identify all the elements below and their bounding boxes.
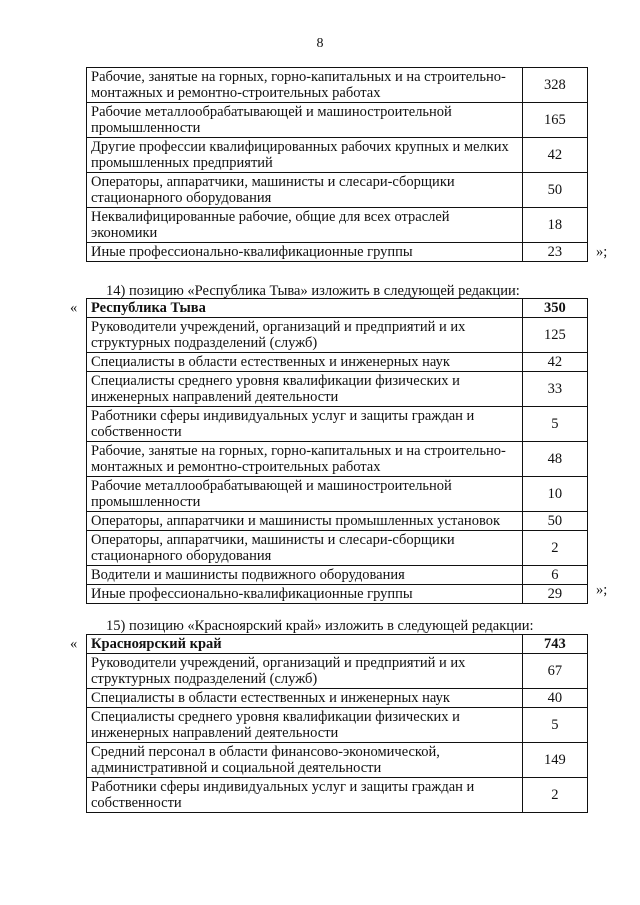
row-value: 10	[522, 477, 587, 512]
row-name: Иные профессионально-квалификационные группы	[87, 243, 523, 262]
row-value: 29	[522, 585, 587, 604]
section-15-intro: 15) позицию «Красноярский край» изложить в следующей редакции:	[106, 618, 534, 634]
opening-quote: «	[70, 636, 78, 652]
table-row	[87, 138, 588, 173]
table-row	[87, 243, 588, 262]
table-krasnoyarsk-krai	[86, 634, 588, 813]
table-row	[87, 477, 588, 512]
section-14-intro: 14) позицию «Республика Тыва» изложить в следующей редакции:	[106, 283, 520, 299]
row-name: Специалисты среднего уровня квалификации физических и инженерных направлений деятельности	[87, 372, 523, 407]
row-name: Специалисты среднего уровня квалификации физических и инженерных направлений деятельности	[87, 708, 523, 743]
row-value: 42	[522, 353, 587, 372]
row-value: 328	[522, 68, 587, 103]
opening-quote: «	[70, 300, 78, 316]
row-name: Рабочие металлообрабатывающей и машиностроительной промышленности	[87, 477, 523, 512]
row-value: 6	[522, 566, 587, 585]
row-name: Средний персонал в области финансово-экономической, административной и социальной деятельности	[87, 743, 523, 778]
table-row	[87, 208, 588, 243]
row-value: 23	[522, 243, 587, 262]
row-name: Работники сферы индивидуальных услуг и защиты граждан и собственности	[87, 407, 523, 442]
region-name: Красноярский край	[87, 635, 523, 654]
region-name: Республика Тыва	[87, 299, 523, 318]
row-name: Специалисты в области естественных и инженерных наук	[87, 689, 523, 708]
row-value: 149	[522, 743, 587, 778]
table-continuation	[86, 67, 588, 262]
table-row	[87, 407, 588, 442]
row-name: Иные профессионально-квалификационные группы	[87, 585, 523, 604]
row-name: Работники сферы индивидуальных услуг и защиты граждан и собственности	[87, 778, 523, 813]
table-row	[87, 566, 588, 585]
table-row	[87, 318, 588, 353]
row-value: 125	[522, 318, 587, 353]
row-value: 165	[522, 103, 587, 138]
region-total: 743	[522, 635, 587, 654]
table-row	[87, 103, 588, 138]
row-value: 5	[522, 407, 587, 442]
row-name: Рабочие, занятые на горных, горно-капитальных и на строительно-монтажных и ремонтно-строительных работах	[87, 68, 523, 103]
row-name: Неквалифицированные рабочие, общие для всех отраслей экономики	[87, 208, 523, 243]
closing-quote: »;	[596, 582, 608, 598]
row-value: 48	[522, 442, 587, 477]
table-row	[87, 442, 588, 477]
row-name: Другие профессии квалифицированных рабочих крупных и мелких промышленных предприятий	[87, 138, 523, 173]
table-row	[87, 353, 588, 372]
row-name: Операторы, аппаратчики, машинисты и слесари-сборщики стационарного оборудования	[87, 173, 523, 208]
row-name: Операторы, аппаратчики, машинисты и слесари-сборщики стационарного оборудования	[87, 531, 523, 566]
page-number: 8	[316, 36, 324, 51]
row-name: Руководители учреждений, организаций и предприятий и их структурных подразделений (служб)	[87, 318, 523, 353]
table-row	[87, 68, 588, 103]
table-row	[87, 531, 588, 566]
table-row	[87, 778, 588, 813]
row-name: Водители и машинисты подвижного оборудования	[87, 566, 523, 585]
table-republic-tyva	[86, 298, 588, 604]
table-row	[87, 743, 588, 778]
row-name: Рабочие металлообрабатывающей и машиностроительной промышленности	[87, 103, 523, 138]
row-value: 42	[522, 138, 587, 173]
row-value: 40	[522, 689, 587, 708]
table-header-row	[87, 635, 588, 654]
row-name: Руководители учреждений, организаций и предприятий и их структурных подразделений (служб)	[87, 654, 523, 689]
row-name: Специалисты в области естественных и инженерных наук	[87, 353, 523, 372]
row-value: 50	[522, 512, 587, 531]
table-row	[87, 585, 588, 604]
closing-quote: »;	[596, 244, 608, 260]
row-value: 2	[522, 778, 587, 813]
row-name: Рабочие, занятые на горных, горно-капитальных и на строительно-монтажных и ремонтно-строительных работах	[87, 442, 523, 477]
row-value: 5	[522, 708, 587, 743]
row-value: 2	[522, 531, 587, 566]
region-total: 350	[522, 299, 587, 318]
row-value: 67	[522, 654, 587, 689]
table-row	[87, 512, 588, 531]
table-row	[87, 654, 588, 689]
table-row	[87, 689, 588, 708]
row-name: Операторы, аппаратчики и машинисты промышленных установок	[87, 512, 523, 531]
row-value: 18	[522, 208, 587, 243]
table-row	[87, 372, 588, 407]
row-value: 33	[522, 372, 587, 407]
table-row	[87, 708, 588, 743]
table-header-row	[87, 299, 588, 318]
table-row	[87, 173, 588, 208]
row-value: 50	[522, 173, 587, 208]
